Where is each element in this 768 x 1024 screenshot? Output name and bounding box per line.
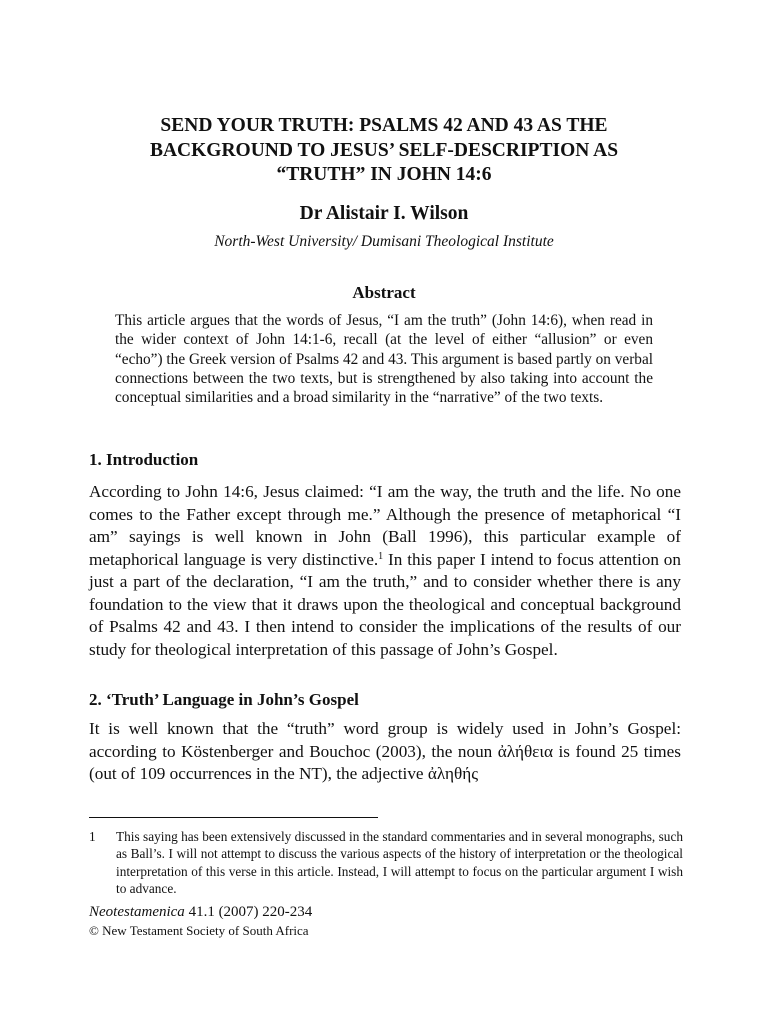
section-heading-truth-language: 2. ‘Truth’ Language in John’s Gospel [89,690,359,709]
journal-volume-pages: 41.1 (2007) 220-234 [184,904,313,920]
intro-text-after-note: In this paper I intend to focus attention on just a part of the declaration, “I am the truth,” and to consider whether there is any foundation to the view that it draws upon the theological and conceptual background of Psalms 42 and 43. I then intend to consider the implications of the results of our study for theological interpretation of this passage of John’s Gospel. [89,549,681,659]
author-name: Dr Alistair I. Wilson [299,203,469,224]
intro-text-before-note: According to John 14:6, Jesus claimed: “I am the way, the truth and the life. No one comes to the Father except through me.” Although the presence of metaphorical “I am” sayings is well known in John (Ball 1996), this particular example of metaphorical language is very distinctive. [89,482,681,569]
footnote [89,828,683,897]
section-heading-introduction: 1. Introduction [89,450,199,469]
footnote-reference[interactable]: 1 [378,550,384,562]
copyright-notice: © New Testament Society of South Africa [89,923,309,938]
title-line: SEND YOUR TRUTH: PSALMS 42 AND 43 AS THE [160,115,608,136]
article-title [110,114,658,188]
truth-language-paragraph: It is well known that the “truth” word group is widely used in John’s Gospel: according to Köstenberger and Bouchoc (2003), the noun ἀλήθεια is found 25 times (out of 109 occurrences in the NT), the adjective ἀληθής [89,719,681,783]
footnote-number: 1 [89,829,96,844]
title-line: “TRUTH” IN JOHN 14:6 [276,164,492,185]
footnote-text: This saying has been extensively discussed in the standard commentaries and in several monographs, such as Ball’s. I will not attempt to discuss the various aspects of the history of interpretation or the theological interpretation of this verse in this article. Instead, I will attempt to focus on the particular argument I wish to advance. [116,829,683,896]
journal-name: Neotestamenica [89,904,185,920]
abstract-heading: Abstract [352,283,416,302]
journal-citation [89,904,312,921]
title-line: BACKGROUND TO JESUS’ SELF-DESCRIPTION AS [149,139,619,161]
author-affiliation: North-West University/ Dumisani Theological Institute [214,233,554,250]
abstract-text: This article argues that the words of Jesus, “I am the truth” (John 14:6), when read in the wider context of John 14:1-6, recall (at the level of either “allusion” or even “echo”) the Greek version of Psalms 42 and 43. This argument is based partly on verbal connections between the two texts, but is strengthened by also taking into account the conceptual similarities and a broad similarity in the “narrative” of the two texts. [115,312,653,407]
introduction-paragraph [89,481,681,661]
footnote-divider [89,817,378,818]
